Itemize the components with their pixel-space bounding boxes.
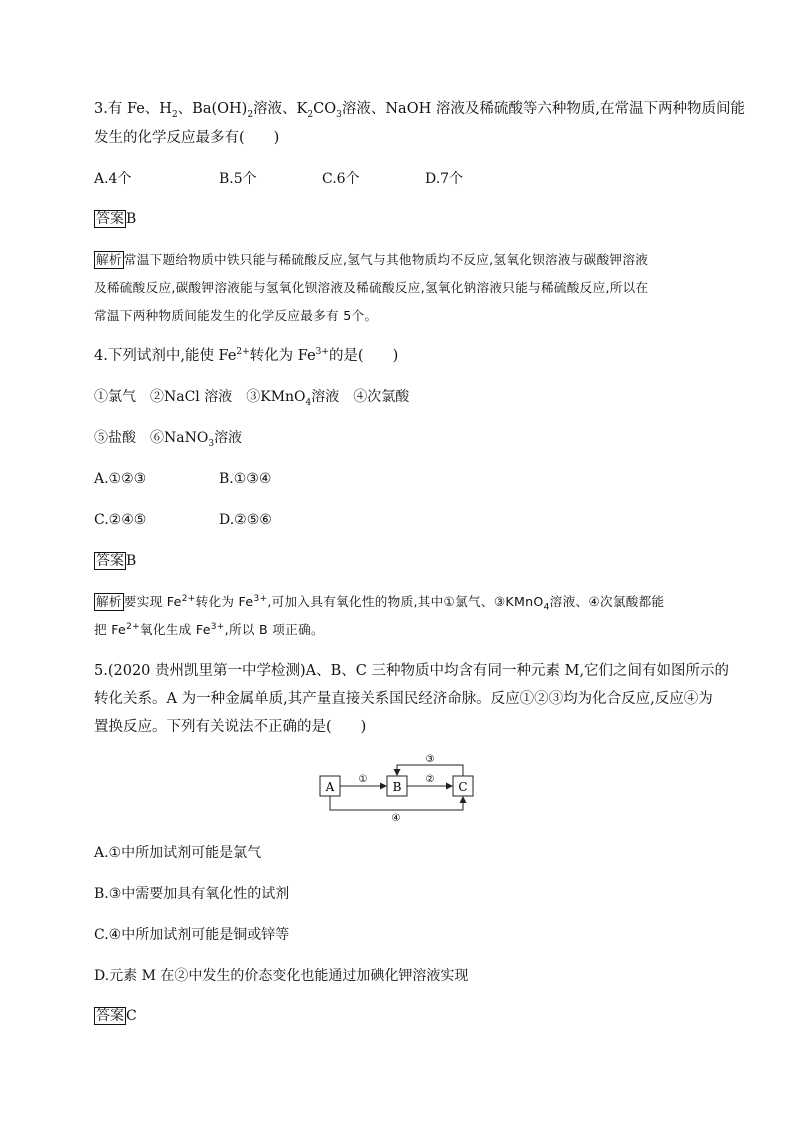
q3-explanation-line2: 及稀硫酸反应,碳酸钾溶液能与氢氧化钡溶液及稀硫酸反应,氢氧化钠溶液只能与稀硫酸反应,所以在 xyxy=(94,280,649,295)
node-c-label: C xyxy=(458,780,468,794)
q4-option-d: D.②⑤⑥ xyxy=(219,512,272,528)
answer-value: B xyxy=(126,211,137,227)
explanation-label: 解析 xyxy=(96,252,122,267)
q5-stem-line1: 5.(2020 贵州凯里第一中学检测)A、B、C 三种物质中均含有同一种元素 M,它们之间有如图所示的 xyxy=(94,663,730,679)
q3-option-c: C.6个 xyxy=(322,171,360,187)
q4-option-c: C.②④⑤ xyxy=(94,512,147,528)
q5-stem-line2: 转化关系。A 为一种金属单质,其产量直接关系国民经济命脉。反应①②③均为化合反应,反应④为 xyxy=(94,691,713,707)
q4-option-a: A.①②③ xyxy=(94,471,147,487)
node-b-label: B xyxy=(392,780,402,794)
q5-option-b: B.③中需要加具有氧化性的试剂 xyxy=(94,886,290,902)
q5-option-a: A.①中所加试剂可能是氯气 xyxy=(94,845,262,861)
q5-answer xyxy=(94,1007,137,1025)
q3-option-a: A.4个 xyxy=(94,171,132,187)
q4-explanation-line1: 解析 要实现 $Fe^{2+}$转化为 $Fe^{3+}$,可加入具有氧化性的物质,其中①氯气、③KMnO$_4$溶液、④次氯酸都能 xyxy=(96,593,665,613)
node-a-label: A xyxy=(325,780,335,794)
q3-option-d: D.7个 xyxy=(425,171,464,187)
edge-1-label: ① xyxy=(358,774,368,785)
edge-4-label: ④ xyxy=(391,813,401,824)
q3-stem-line1: 3.有 Fe、$H_2$、$Ba(OH)_2$溶液、$K_2CO_3$溶液、NaOH 溶液及稀硫酸等六种物质,在常温下两种物质间能 xyxy=(94,101,745,120)
answer-label: 答案 xyxy=(96,1008,124,1024)
edge-4-arrow xyxy=(330,796,463,810)
q5-conversion-diagram xyxy=(0,748,794,828)
q4-stem: 4.下列试剂中,能使 $Fe^{2+}$转化为 $Fe^{3+}$的是( ) xyxy=(94,347,399,364)
q4-explanation-line2: 把 $Fe^{2+}$氧化生成 $Fe^{3+}$,所以 B 项正确。 xyxy=(94,621,324,637)
q3-stem-line2: 发生的化学反应最多有( ) xyxy=(94,130,280,146)
q3-explanation-line3: 常温下两种物质间能发生的化学反应最多有 5个。 xyxy=(94,308,378,323)
answer-value: C xyxy=(126,1008,137,1024)
answer-value: B xyxy=(126,553,137,569)
q4-answer xyxy=(94,552,136,570)
explanation-label: 解析 xyxy=(96,594,122,609)
q5-stem-line3: 置换反应。下列有关说法不正确的是( ) xyxy=(94,719,367,735)
q5-option-c: C.④中所加试剂可能是铜或锌等 xyxy=(94,927,290,943)
q3-explanation-line1: 解析 常温下题给物质中铁只能与稀硫酸反应,氢气与其他物质均不反应,氢氧化钡溶液与碳酸钾溶液 xyxy=(96,252,649,267)
answer-label: 答案 xyxy=(96,553,124,569)
q4-reagents-line2: ⑤盐酸 ⑥NaNO$_3$溶液 xyxy=(94,430,243,449)
edge-3-label: ③ xyxy=(425,754,435,765)
edge-2-label: ② xyxy=(425,774,435,785)
q3-option-b: B.5个 xyxy=(219,171,257,187)
answer-label: 答案 xyxy=(96,211,124,227)
q5-option-d: D.元素 M 在②中发生的价态变化也能通过加碘化钾溶液实现 xyxy=(94,968,469,984)
q3-answer xyxy=(94,210,136,228)
q4-option-b: B.①③④ xyxy=(219,471,272,487)
q4-reagents-line1: ①氯气 ②NaCl 溶液 ③KMnO$_4$溶液 ④次氯酸 xyxy=(94,389,410,408)
